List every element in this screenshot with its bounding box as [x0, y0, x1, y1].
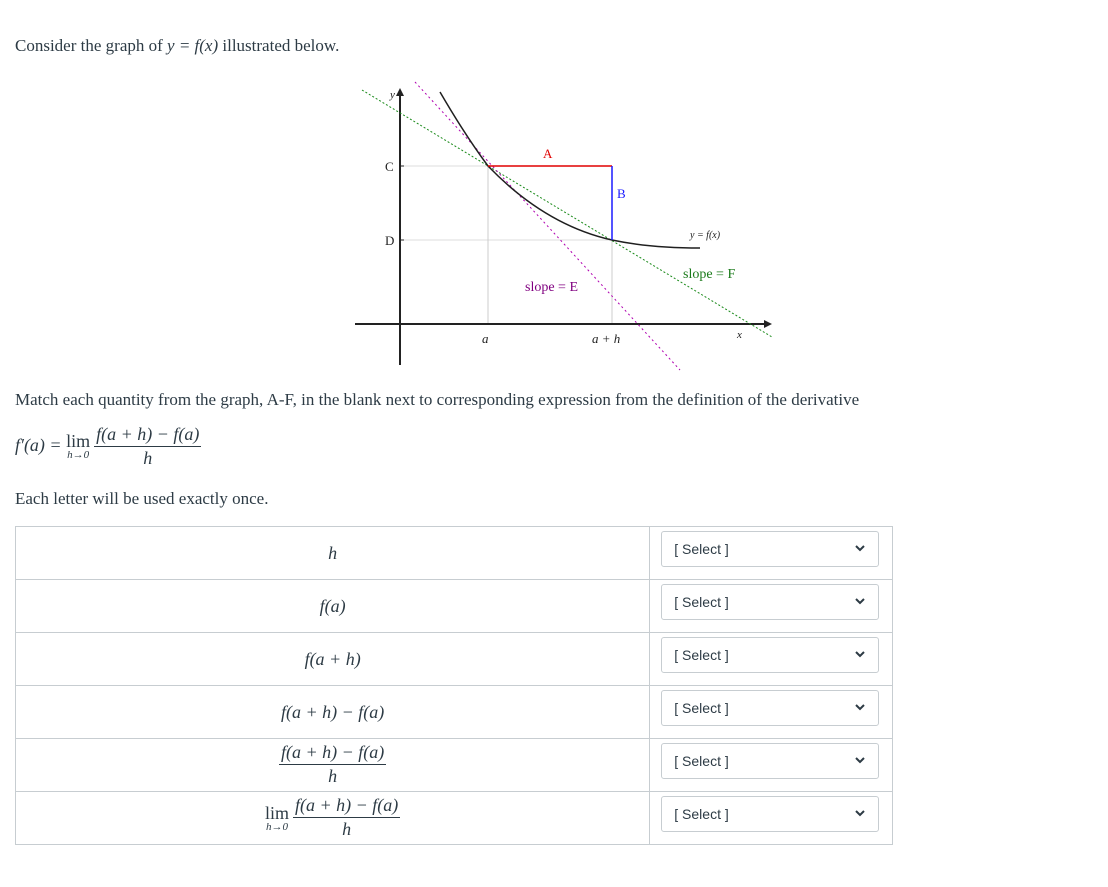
table-row — [16, 792, 893, 845]
tangent-line — [362, 90, 772, 337]
select-dropdown-difference-quotient[interactable]: [ Select ] — [661, 743, 879, 779]
select-dropdown-limit[interactable]: [ Select ] — [661, 796, 879, 832]
derivative-lhs: f′(a) = — [15, 434, 62, 455]
secant-slope-label: slope = E — [525, 280, 578, 295]
chevron-down-icon — [854, 806, 866, 820]
label-a-plus-h: a + h — [592, 331, 621, 346]
chevron-down-icon — [854, 647, 866, 661]
x-axis-label: x — [737, 329, 742, 341]
y-axis-arrow — [396, 88, 404, 96]
difference-quotient: $\frac{f(a + h) - f(a)}{h}$ — [96, 424, 200, 468]
intro-suffix: illustrated below. — [218, 36, 340, 55]
intro-math: y = f(x) — [167, 36, 219, 55]
chevron-down-icon — [854, 753, 866, 767]
match-instructions: Match each quantity from the graph, A-F, in the blank next to corresponding expression from the definition of the derivative — [15, 390, 860, 409]
intro-text — [15, 36, 339, 56]
curve-f — [440, 92, 700, 248]
select-dropdown-f-a-plus-h[interactable]: [ Select ] — [661, 637, 879, 673]
table-row — [16, 527, 893, 580]
curve-label: y = f(x) — [690, 230, 721, 241]
expression-limit: lim h→0 $\frac{f(a + h) - f(a)}{h}$ — [16, 792, 650, 845]
matching-table — [15, 526, 893, 845]
expression-difference-quotient: $\frac{f(a + h) - f(a)}{h}$ — [16, 739, 650, 792]
secant-line — [415, 82, 680, 370]
label-D: D — [385, 233, 395, 248]
y-axis-label: y — [390, 89, 395, 101]
expression-f-a-plus-h: f(a + h) — [16, 633, 650, 686]
table-row — [16, 580, 893, 633]
chevron-down-icon — [854, 594, 866, 608]
derivative-definition — [15, 425, 201, 469]
select-dropdown-difference[interactable]: [ Select ] — [661, 690, 879, 726]
limit: lim h→0 — [66, 431, 91, 462]
x-axis-arrow — [764, 320, 772, 328]
table-row — [16, 739, 893, 792]
expression-h: h — [16, 527, 650, 580]
table-row — [16, 686, 893, 739]
chevron-down-icon — [854, 700, 866, 714]
select-dropdown-h[interactable]: [ Select ] — [661, 531, 879, 567]
each-once-note: Each letter will be used exactly once. — [15, 489, 269, 508]
tangent-slope-label: slope = F — [683, 267, 736, 282]
intro-prefix: Consider the graph of — [15, 36, 168, 55]
label-C: C — [385, 159, 394, 174]
label-A: A — [543, 146, 553, 161]
table-row — [16, 633, 893, 686]
chevron-down-icon — [854, 541, 866, 555]
expression-f-a: f(a) — [16, 580, 650, 633]
expression-difference: f(a + h) − f(a) — [16, 686, 650, 739]
label-a: a — [482, 331, 489, 346]
function-graph — [340, 75, 790, 375]
select-dropdown-f-a[interactable]: [ Select ] — [661, 584, 879, 620]
label-B: B — [617, 186, 626, 201]
